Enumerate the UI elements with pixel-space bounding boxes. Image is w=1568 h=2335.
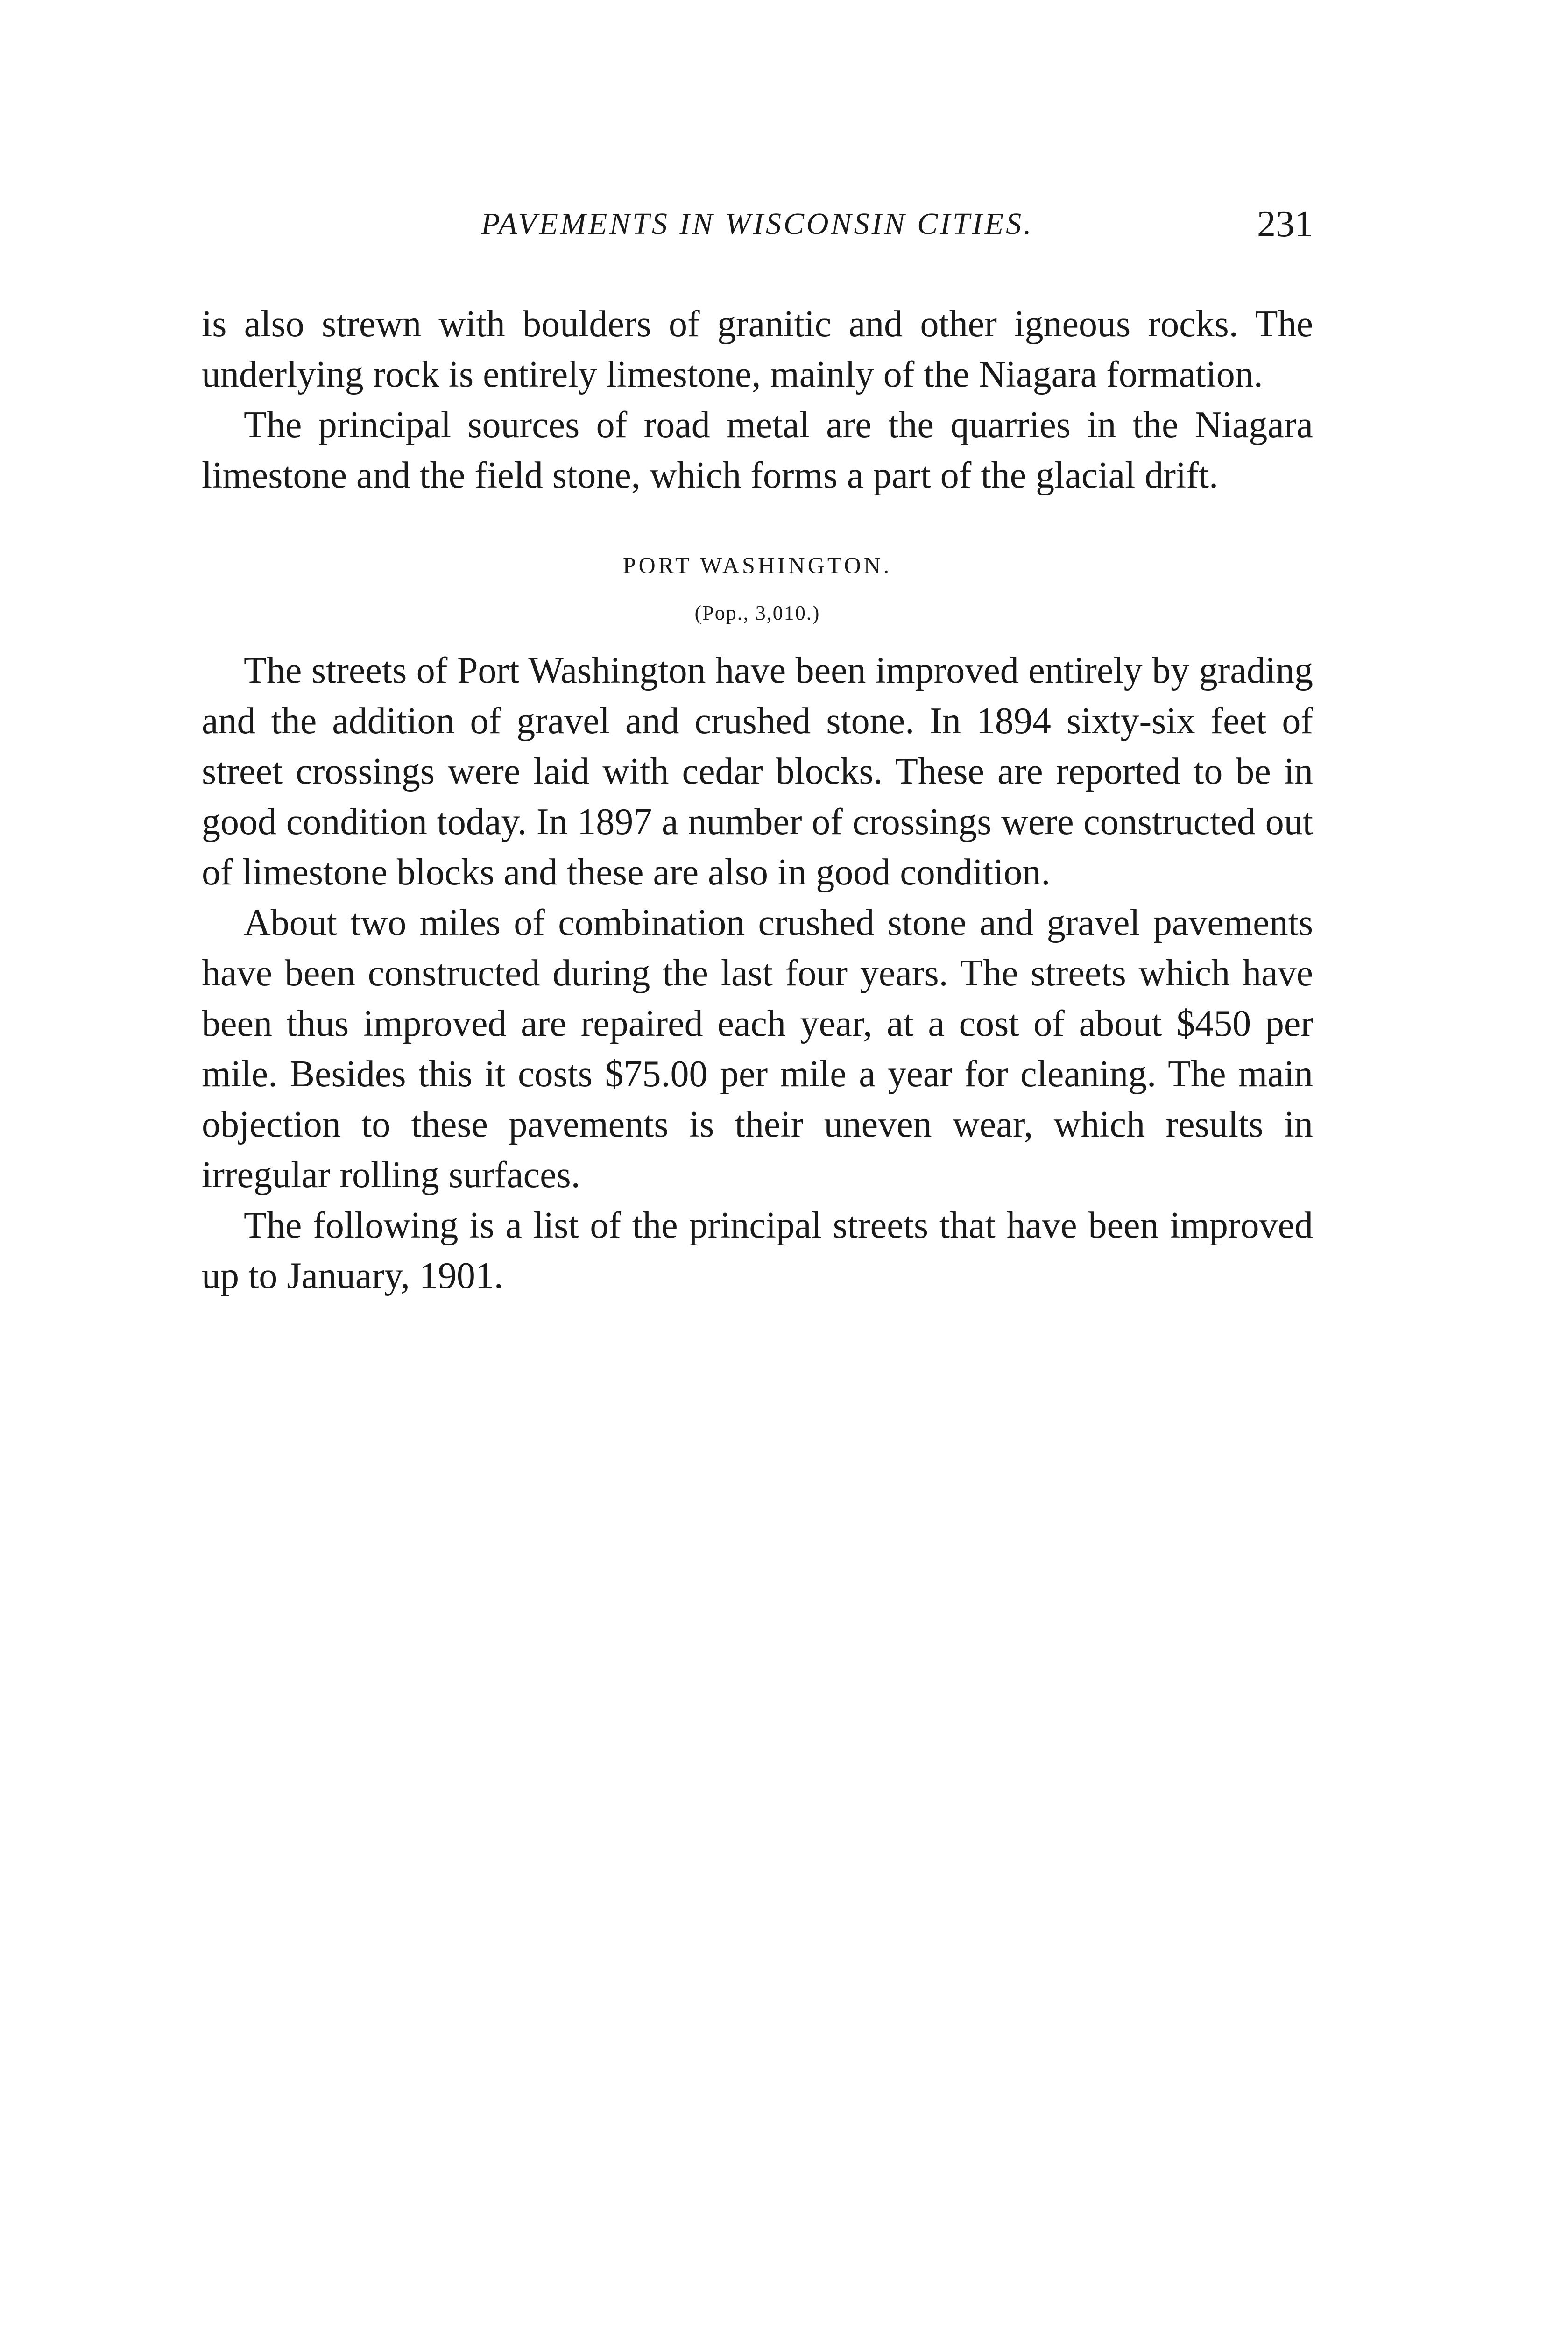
paragraph-pavements: About two miles of combination crushed stone and gravel pavements have been constructed during the last four years. The streets which have been thus improved are repaired each year, at a cost of about $450 per mile. Besides this it costs $75.00 per mile a year for cleaning. The main objection to these pavements is their uneven wear, which results in irregular rolling surfaces. bbox=[202, 902, 1313, 1196]
section-heading: PORT WASHINGTON. bbox=[622, 552, 892, 578]
paragraph-list-intro: The following is a list of the principal streets that have been improved up to January, 1901. bbox=[202, 1205, 1313, 1296]
page-number: 231 bbox=[1257, 204, 1313, 245]
paragraph-road-metal: The principal sources of road metal are the quarries in the Niagara limestone and the field stone, which forms a part of the glacial drift. bbox=[202, 404, 1313, 496]
section-population: (Pop., 3,010.) bbox=[694, 601, 820, 624]
paragraph-streets: The streets of Port Washington have been improved entirely by grading and the addition of gravel and crushed stone. In 1894 sixty-six feet of street crossings were laid with cedar blocks. These are reported to be in good condition today. In 1897 a number of crossings were constructed out of limestone blocks and these are also in good condition. bbox=[202, 650, 1313, 893]
paragraph-continued: is also strewn with boulders of granitic and other igneous rocks. The underlying rock is entirely limestone, mainly of the Niagara formation. bbox=[202, 304, 1313, 395]
body-text bbox=[202, 299, 1313, 1301]
running-title: PAVEMENTS IN WISCONSIN CITIES. bbox=[481, 207, 1034, 241]
running-header bbox=[202, 201, 1313, 252]
